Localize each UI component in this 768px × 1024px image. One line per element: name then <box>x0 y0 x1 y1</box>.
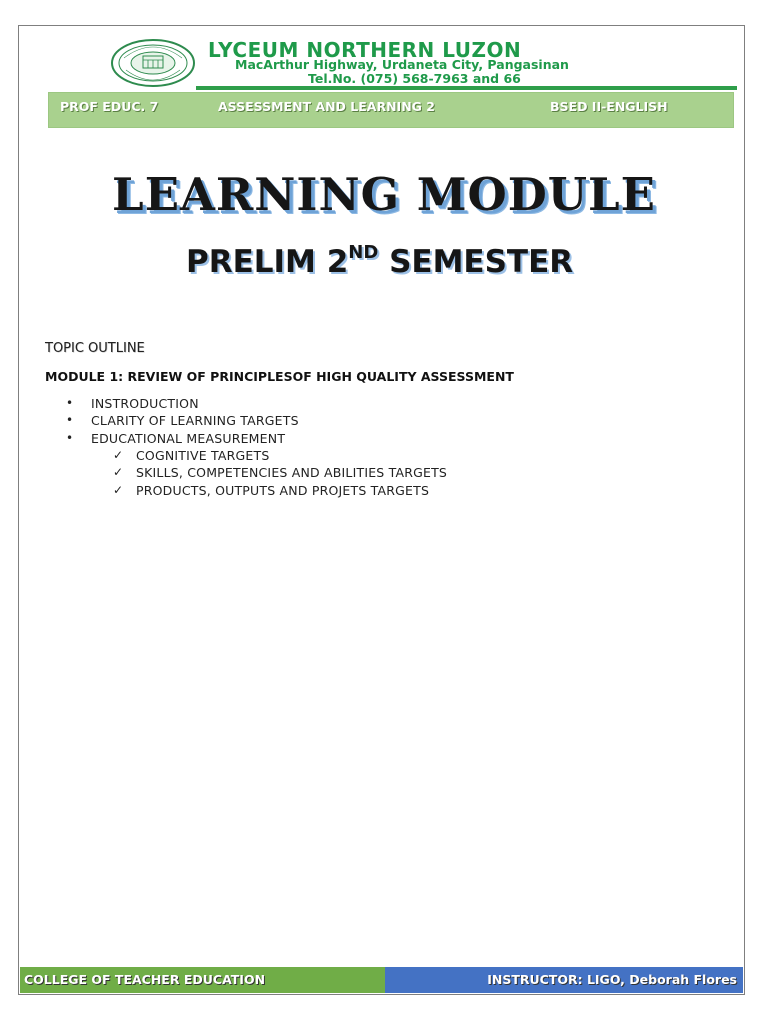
sub-title-suffix: SEMESTER <box>378 244 574 280</box>
course-bar <box>48 92 734 128</box>
footer-college-bar <box>20 967 385 993</box>
footer-college: COLLEGE OF TEACHER EDUCATION <box>24 972 266 987</box>
letterhead <box>0 0 768 90</box>
checkmark-icon: ✓ <box>113 448 124 462</box>
outline-item-text: INSTRODUCTION <box>91 396 199 411</box>
course-program: BSED II-ENGLISH <box>550 99 668 114</box>
header-rule <box>196 86 737 90</box>
bullet-icon: • <box>66 413 74 427</box>
course-title: ASSESSMENT AND LEARNING 2 <box>218 99 435 114</box>
footer-instructor-bar <box>385 967 743 993</box>
school-name: LYCEUM NORTHERN LUZON <box>208 38 522 62</box>
footer-instructor: INSTRUCTOR: LIGO, Deborah Flores <box>487 972 737 987</box>
outline-subitem-text: SKILLS, COMPETENCIES AND ABILITIES TARGETS <box>136 465 448 480</box>
topic-outline-heading: TOPIC OUTLINE <box>45 341 145 356</box>
sub-title-prefix: PRELIM 2 <box>186 244 349 280</box>
module-heading: MODULE 1: REVIEW OF PRINCIPLESOF HIGH QUALITY ASSESSMENT <box>45 369 514 384</box>
checkmark-icon: ✓ <box>113 465 124 479</box>
outline-item-text: CLARITY OF LEARNING TARGETS <box>91 413 299 428</box>
course-code: PROF EDUC. 7 <box>60 99 159 114</box>
sub-title <box>186 242 573 280</box>
outline-item-text: EDUCATIONAL MEASUREMENT <box>91 431 286 446</box>
sub-title-superscript: ND <box>348 242 379 263</box>
school-address: MacArthur Highway, Urdaneta City, Pangasinan <box>235 57 569 72</box>
outline-subitem-text: PRODUCTS, OUTPUTS AND PROJETS TARGETS <box>136 483 430 498</box>
school-telephone: Tel.No. (075) 568-7963 and 66 <box>308 71 521 86</box>
bullet-icon: • <box>66 396 74 410</box>
bullet-icon: • <box>66 431 74 445</box>
outline-subitem-text: COGNITIVE TARGETS <box>136 448 270 463</box>
checkmark-icon: ✓ <box>113 483 124 497</box>
main-title: LEARNING MODULE <box>112 168 656 221</box>
school-seal-icon <box>110 38 196 88</box>
